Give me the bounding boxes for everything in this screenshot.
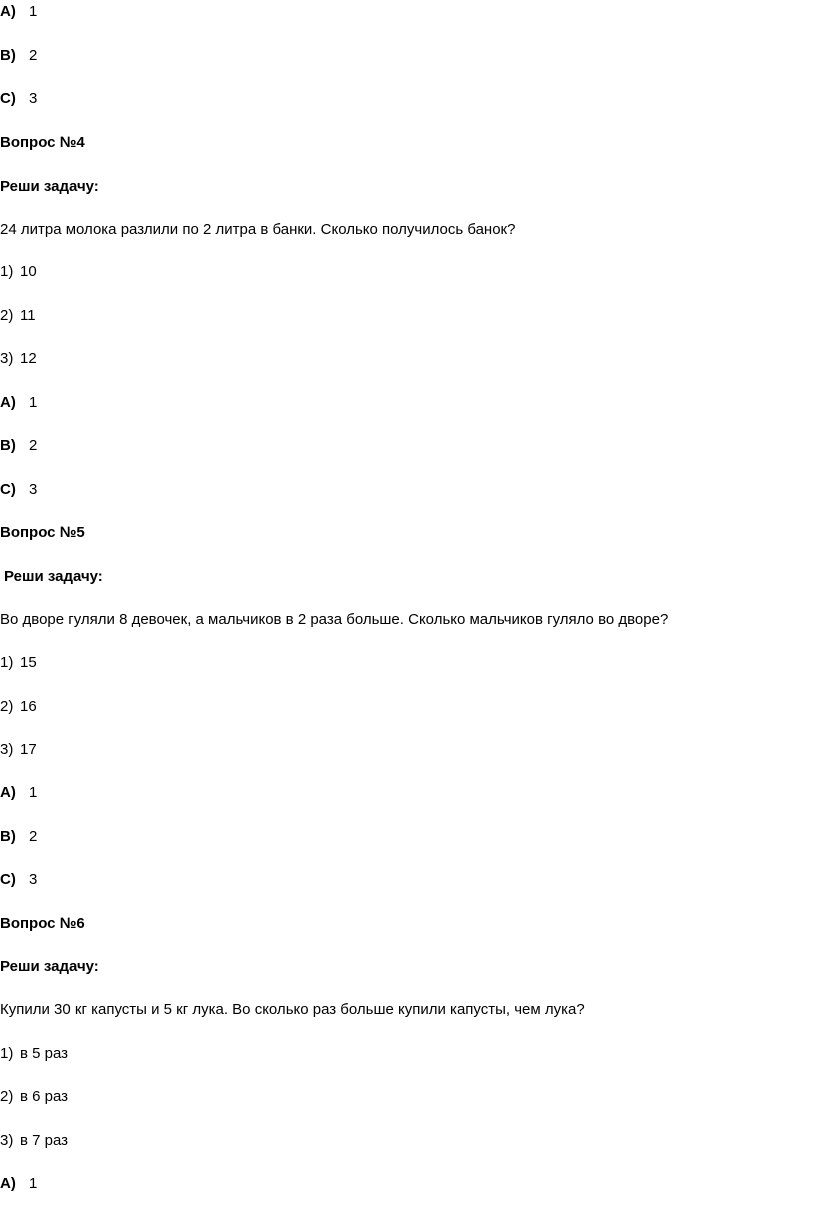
answer-value: 1 (29, 394, 38, 411)
answer-value: 2 (29, 437, 38, 454)
answer-row (0, 480, 37, 500)
question-text: Купили 30 кг капусты и 5 кг лука. Во сколько раз больше купили капусты, чем лука? (0, 1001, 585, 1018)
answer-value: 1 (29, 1175, 38, 1192)
answer-letter: A) (0, 3, 16, 20)
option-value: 17 (20, 741, 37, 758)
option-number: 2) (0, 1088, 14, 1105)
answer-letter: B) (0, 437, 16, 454)
answer-row (0, 2, 37, 22)
option-value: 12 (20, 350, 37, 367)
question-heading: Вопрос №4 (0, 134, 85, 151)
option-value: 11 (20, 307, 36, 324)
option-value: 15 (20, 654, 37, 671)
answer-row (0, 783, 37, 803)
option-number: 1) (0, 1045, 14, 1062)
answer-value: 3 (29, 481, 38, 498)
option-row (0, 653, 37, 673)
option-number: 3) (0, 1132, 14, 1149)
option-number: 1) (0, 654, 14, 671)
answer-letter: A) (0, 394, 16, 411)
question-prompt: Реши задачу: (4, 568, 103, 585)
option-row (0, 740, 37, 760)
answer-row (0, 436, 37, 456)
option-row (0, 262, 37, 282)
question-prompt: Реши задачу: (0, 958, 99, 975)
answer-value: 2 (29, 828, 38, 845)
option-row (0, 1131, 68, 1151)
option-row (0, 1044, 68, 1064)
question-text: Во дворе гуляли 8 девочек, а мальчиков в 2 раза больше. Сколько мальчиков гуляло во дворе? (0, 611, 669, 628)
answer-letter: A) (0, 784, 16, 801)
option-number: 3) (0, 350, 14, 367)
answer-value: 1 (29, 784, 38, 801)
option-value: 16 (20, 698, 37, 715)
answer-letter: C) (0, 481, 16, 498)
answer-letter: C) (0, 90, 16, 107)
option-number: 2) (0, 698, 14, 715)
answer-value: 3 (29, 90, 38, 107)
option-row (0, 697, 37, 717)
answer-row (0, 1174, 37, 1194)
answer-value: 1 (29, 3, 38, 20)
option-number: 2) (0, 307, 14, 324)
answer-row (0, 393, 37, 413)
answer-value: 2 (29, 47, 38, 64)
question-heading: Вопрос №5 (0, 524, 85, 541)
option-row (0, 1087, 68, 1107)
question-prompt: Реши задачу: (0, 178, 99, 195)
question-heading: Вопрос №6 (0, 915, 85, 932)
option-value: в 6 раз (20, 1088, 69, 1105)
option-number: 1) (0, 263, 14, 280)
answer-row (0, 827, 37, 847)
option-row (0, 306, 36, 326)
option-row (0, 349, 37, 369)
answer-letter: B) (0, 47, 16, 64)
option-value: в 7 раз (20, 1132, 69, 1149)
option-value: в 5 раз (20, 1045, 69, 1062)
question-text: 24 литра молока разлили по 2 литра в банки. Сколько получилось банок? (0, 221, 516, 238)
answer-row (0, 46, 37, 66)
answer-row (0, 870, 37, 890)
answer-value: 3 (29, 871, 38, 888)
option-value: 10 (20, 263, 37, 280)
answer-letter: C) (0, 871, 16, 888)
option-number: 3) (0, 741, 14, 758)
answer-letter: B) (0, 828, 16, 845)
answer-row (0, 89, 37, 109)
answer-letter: A) (0, 1175, 16, 1192)
